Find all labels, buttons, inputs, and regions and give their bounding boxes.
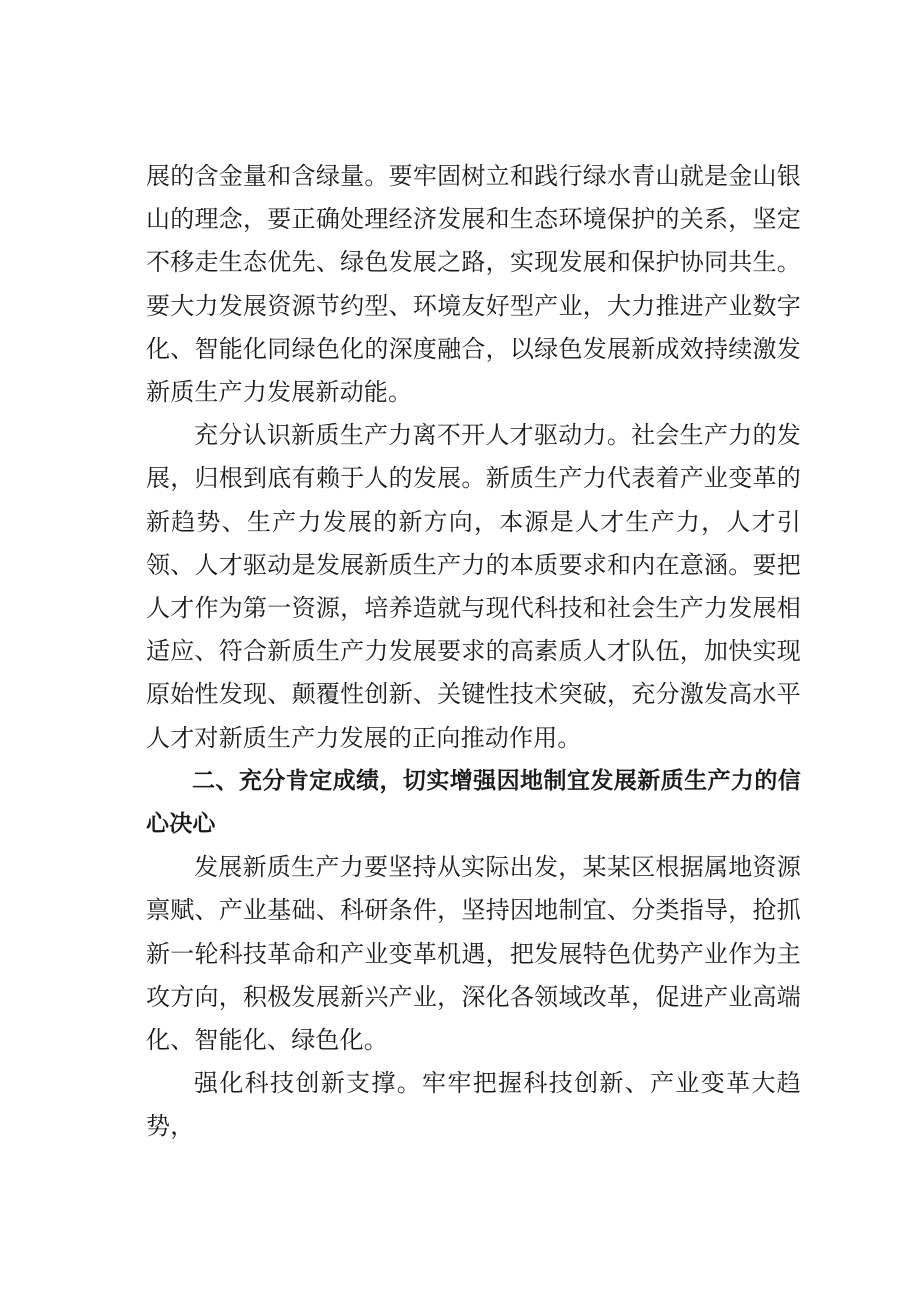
document-body [146, 155, 801, 1149]
paragraph-talent-driven: 充分认识新质生产力离不开人才驱动力。社会生产力的发展，归根到底有赖于人的发展。新质生产力代表着产业变革的新趋势、生产力发展的新方向，本源是人才生产力，人才引领、人才驱动是发展新质生产力的本质要求和内在意涵。要把人才作为第一资源，培养造就与现代科技和社会生产力发展相适应、符合新质生产力发展要求的高素质人才队伍，加快实现原始性发现、颠覆性创新、关键性技术突破，充分激发高水平人才对新质生产力发展的正向推动作用。 [146, 421, 801, 752]
paragraph-green-development: 展的含金量和含绿量。要牢固树立和践行绿水青山就是金山银山的理念，要正确处理经济发展和生态环境保护的关系，坚定不移走生态优先、绿色发展之路，实现发展和保护协同共生。要大力发展资源节约型、环境友好型产业，大力推进产业数字化、智能化同绿色化的深度融合，以绿色发展新成效持续激发新质生产力发展新动能。 [146, 162, 801, 407]
paragraph-local-conditions: 发展新质生产力要坚持从实际出发，某某区根据属地资源禀赋、产业基础、科研条件，坚持因地制宜、分类指导，抢抓新一轮科技革命和产业变革机遇，把发展特色优势产业作为主攻方向，积极发展新兴产业，深化各领域改革，促进产业高端化、智能化、绿色化。 [146, 853, 801, 1055]
section-heading-2: 二、充分肯定成绩，切实增强因地制宜发展新质生产力的信心决心 [146, 767, 801, 838]
paragraph-tech-innovation: 强化科技创新支撑。牢牢把握科技创新、产业变革大趋势， [146, 1069, 801, 1141]
